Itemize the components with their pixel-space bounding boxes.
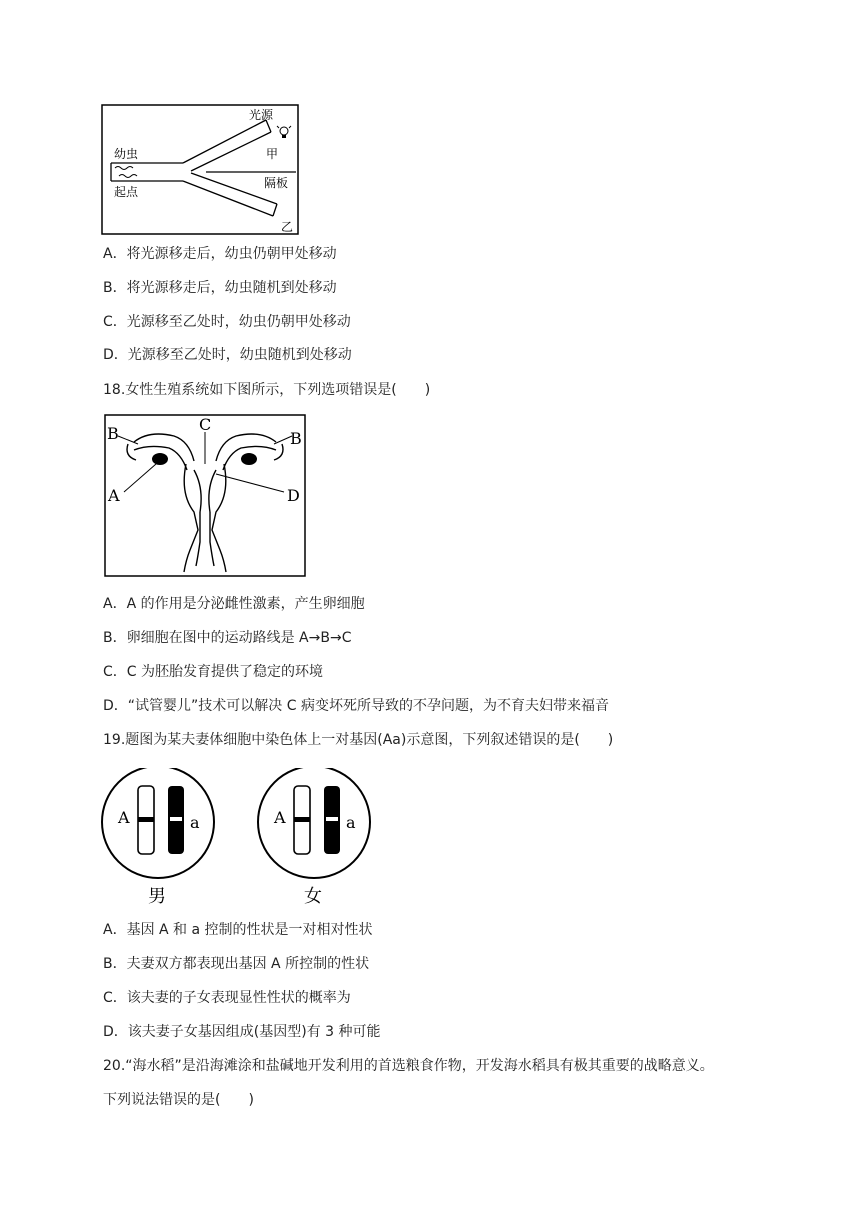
male-gene-A: A — [118, 808, 130, 827]
start-label: 起点 — [114, 185, 139, 199]
q19-stem: 19.题图为某夫妻体细胞中染色体上一对基因(Aa)示意图，下列叙述错误的是( ) — [103, 732, 614, 748]
q17-option-d: D．光源移至乙处时，幼虫随机到处移动 — [103, 347, 352, 363]
male-caption: 男 — [148, 886, 166, 907]
chromosome-gene-figure — [100, 768, 390, 908]
larva-experiment-figure — [101, 104, 299, 236]
q19-option-c: C．该夫妻的子女表现显性性状的概率为 — [103, 990, 351, 1006]
female-reproductive-system-figure — [104, 414, 306, 578]
q18-stem: 18.女性生殖系统如下图所示，下列选项错误是( ) — [103, 382, 431, 398]
female-caption: 女 — [304, 886, 322, 907]
q17-option-a: A．将光源移走后，幼虫仍朝甲处移动 — [103, 246, 337, 262]
light-bulb-icon — [277, 126, 291, 138]
q18-option-c: C．C 为胚胎发育提供了稳定的环境 — [103, 664, 324, 680]
q20-stem-line2: 下列说法错误的是( ) — [103, 1092, 254, 1108]
light-source-label: 光源 — [249, 108, 274, 122]
q19-option-b: B．夫妻双方都表现出基因 A 所控制的性状 — [103, 956, 370, 972]
female-gene-a: a — [346, 813, 356, 832]
partition-label: 隔板 — [264, 176, 289, 190]
q18-option-b: B．卵细胞在图中的运动路线是 A→B→C — [103, 630, 352, 646]
female-gene-A: A — [274, 808, 286, 827]
label-a: A — [108, 486, 120, 505]
yi-label: 乙 — [281, 220, 294, 234]
q20-stem-line1: 20.“海水稻”是沿海滩涂和盐碱地开发利用的首选粮食作物，开发海水稻具有极其重要的战略意义。 — [103, 1058, 714, 1074]
q17-option-b: B．将光源移走后，幼虫随机到处移动 — [103, 280, 337, 296]
label-d: D — [287, 486, 300, 505]
jia-label: 甲 — [266, 147, 279, 161]
male-gene-a: a — [190, 813, 200, 832]
male-cell — [102, 768, 214, 907]
label-b-right: B — [290, 429, 302, 448]
female-cell — [258, 768, 370, 907]
q17-option-c: C．光源移至乙处时，幼虫仍朝甲处移动 — [103, 314, 351, 330]
label-b-left: B — [107, 424, 119, 443]
larva-label: 幼虫 — [114, 147, 139, 161]
label-c: C — [199, 415, 212, 434]
q18-option-a: A．A 的作用是分泌雌性激素，产生卵细胞 — [103, 596, 365, 612]
q19-option-d: D．该夫妻子女基因组成(基因型)有 3 种可能 — [103, 1024, 381, 1040]
q18-option-d: D．“试管婴儿”技术可以解决 C 病变坏死所导致的不孕问题，为不育夫妇带来福音 — [103, 698, 609, 714]
q19-option-a: A．基因 A 和 a 控制的性状是一对相对性状 — [103, 922, 373, 938]
